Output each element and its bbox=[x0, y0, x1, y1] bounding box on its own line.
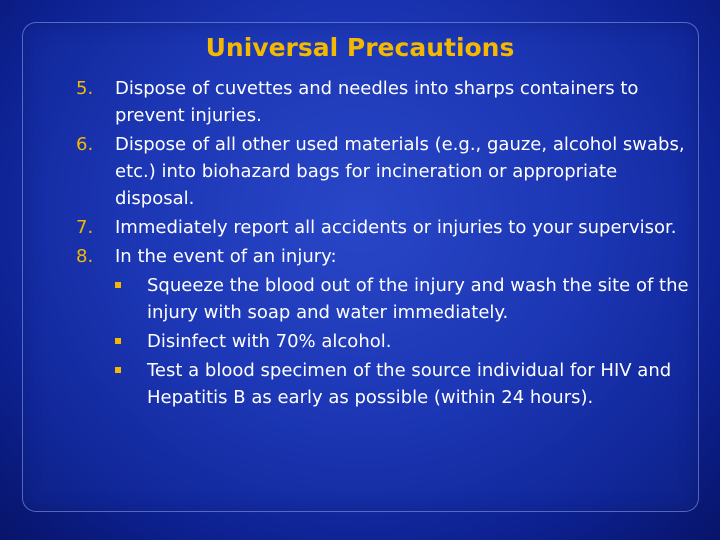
item-text: In the event of an injury: bbox=[115, 246, 337, 267]
item-text: Dispose of all other used materials (e.g., gauze, alcohol swabs, etc.) into biohazard bags for incineration or appropriate disposal. bbox=[115, 134, 685, 209]
list-item bbox=[76, 75, 691, 129]
list-item bbox=[76, 243, 691, 411]
list-item bbox=[76, 131, 691, 212]
precautions-list bbox=[76, 75, 691, 413]
sub-item-text: Test a blood specimen of the source individual for HIV and Hepatitis B as early as possible (within 24 hours). bbox=[147, 360, 672, 408]
item-text: Dispose of cuvettes and needles into sharps containers to prevent injuries. bbox=[115, 78, 639, 126]
item-number: 6. bbox=[76, 134, 94, 155]
list-item bbox=[76, 214, 691, 241]
injury-steps-list bbox=[115, 272, 691, 411]
sub-item-text: Disinfect with 70% alcohol. bbox=[147, 331, 392, 352]
slide-title: Universal Precautions bbox=[205, 33, 515, 62]
square-bullet-icon bbox=[115, 282, 121, 288]
sub-list-item bbox=[115, 272, 691, 326]
item-number: 8. bbox=[76, 246, 94, 267]
square-bullet-icon bbox=[115, 338, 121, 344]
sub-list-item bbox=[115, 357, 691, 411]
sub-item-text: Squeeze the blood out of the injury and wash the site of the injury with soap and water immediately. bbox=[147, 275, 689, 323]
square-bullet-icon bbox=[115, 367, 121, 373]
item-number: 7. bbox=[76, 217, 94, 238]
item-text: Immediately report all accidents or injuries to your supervisor. bbox=[115, 217, 677, 238]
sub-list-item bbox=[115, 328, 691, 355]
item-number: 5. bbox=[76, 78, 94, 99]
